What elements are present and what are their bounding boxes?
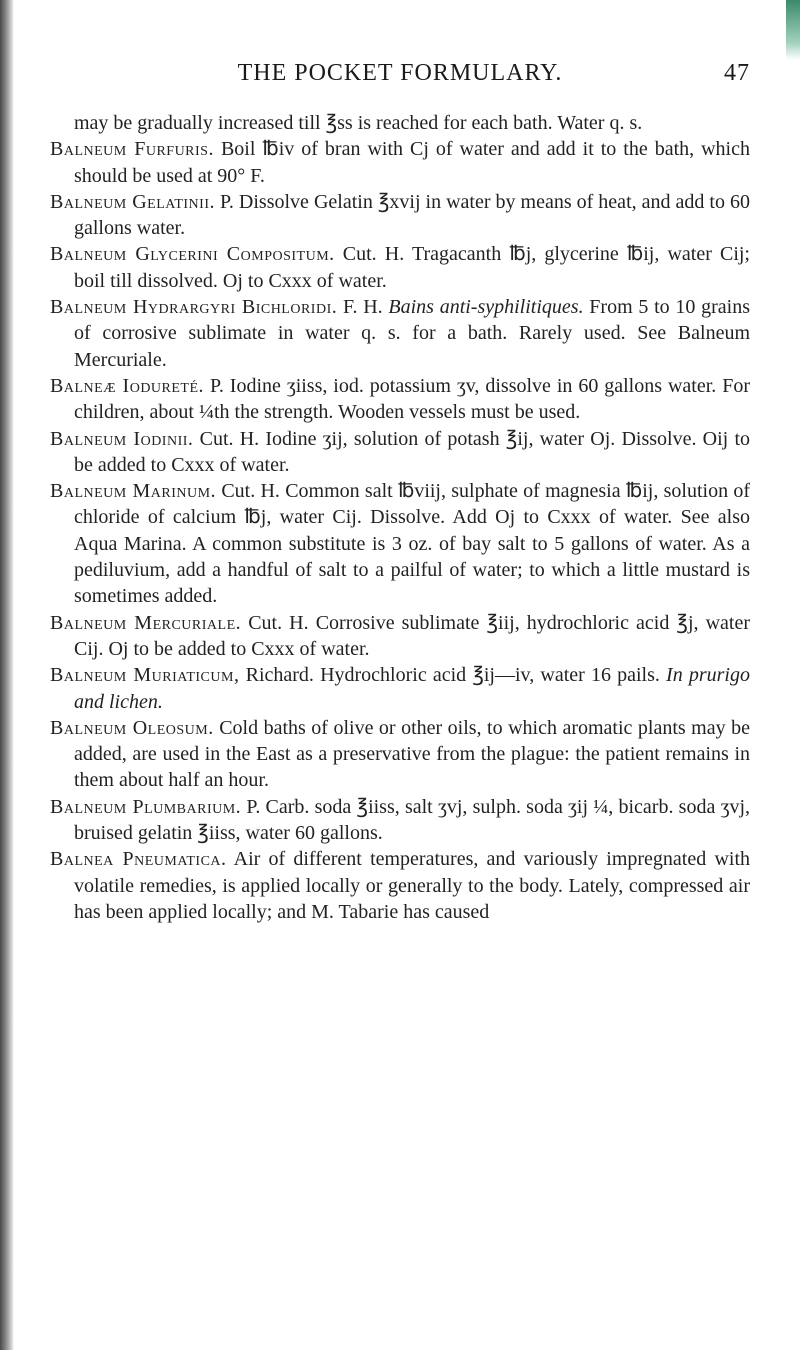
entry-title: Balneum Gelatinii. xyxy=(50,190,215,213)
entry-title: Balneum Oleosum. xyxy=(50,716,214,739)
entry-title: Balneum Mercuriale. xyxy=(50,611,242,634)
formula-entry-continued xyxy=(50,110,750,136)
formula-entry xyxy=(50,294,750,373)
formula-entry xyxy=(50,715,750,794)
entry-text: Cold baths of olive or other oils, to which aromatic plants may be added, are used in the East as a preservative from the plague: the patient remains in them about half an hour. xyxy=(74,716,750,792)
entry-italic-note: Bains anti-syphilitiques. xyxy=(388,296,584,319)
running-title: THE POCKET FORMULARY. xyxy=(237,60,563,86)
entry-title: Balneæ Iodureté. xyxy=(50,374,205,397)
entry-title: Balnea Pneumatica. xyxy=(50,848,227,871)
entry-title: Balneum Marinum. xyxy=(50,480,217,503)
entry-text: F. H. xyxy=(337,296,389,319)
formula-entry xyxy=(50,373,750,426)
page-number: 47 xyxy=(724,60,750,86)
entry-italic-note: In prurigo and lichen. xyxy=(74,664,750,713)
entry-text: Cut. H. Corrosive sublimate ℥iij, hydrochloric acid ℥j, water Cij. Oj to be added to Cxxx of water. xyxy=(74,611,750,660)
page-corner-tab xyxy=(786,0,800,60)
entry-text: Cut. H. Common salt ℔viij, sulphate of magnesia ℔ij, solution of chloride of calcium ℔j, water Cij. Dissolve. Add Oj to Cxxx of water. See also Aqua Marina. A common substitute is 3 oz. of bay salt to 5 gallons of water. As a pediluvium, add a handful of salt to a pailful of water; to which a little mustard is sometimes added. xyxy=(74,480,750,608)
formula-entry xyxy=(50,136,750,189)
formula-entry xyxy=(50,426,750,479)
entry-title: Balneum Iodinii. xyxy=(50,427,194,450)
entry-text: Cut. H. Iodine ʒij, solution of potash ℥ij, water Oj. Dissolve. Oij to be added to Cxxx of water. xyxy=(74,427,750,476)
formula-entry xyxy=(50,846,750,925)
entry-title: Balneum Hydrargyri Bichloridi. xyxy=(50,296,338,319)
formula-entry xyxy=(50,794,750,847)
formula-entry xyxy=(50,478,750,609)
entry-text: Boil ℔iv of bran with Cj of water and add it to the bath, which should be used at 90° F. xyxy=(74,138,750,187)
formula-entry xyxy=(50,241,750,294)
entry-text: Cut. H. Tragacanth ℔j, glycerine ℔ij, water Cij; boil till dissolved. Oj to Cxxx of water. xyxy=(74,243,750,292)
entry-title: Balneum Furfuris. xyxy=(50,138,214,161)
entry-text: Air of different temperatures, and variously impregnated with volatile remedies, is applied locally or generally to the body. Lately, compressed air has been applied locally; and M. Tabarie has caused xyxy=(74,848,750,923)
entry-text: P. Dissolve Gelatin ℥xvij in water by means of heat, and add to 60 gallons water. xyxy=(74,190,750,240)
formula-entry xyxy=(50,610,750,663)
entry-text: may be gradually increased till ℥ss is reached for each bath. Water q. s. xyxy=(74,112,643,134)
entry-text: P. Carb. soda ℥iiss, salt ʒvj, sulph. soda ʒij ¼, bicarb. soda ʒvj, bruised gelatin ℥iiss, water 60 gallons. xyxy=(74,795,750,845)
formula-entry xyxy=(50,662,750,715)
binding-gutter xyxy=(0,0,14,1350)
entry-text: P. Iodine ʒiiss, iod. potassium ʒv, dissolve in 60 gallons water. For children, about ¼th the strength. Wooden vessels must be used. xyxy=(74,374,750,424)
entry-title: Balneum Plumbarium. xyxy=(50,795,242,818)
running-header xyxy=(50,60,750,100)
entry-text-tail: From 5 to 10 grains of corrosive sublimate in water q. s. for a bath. Rarely used. See Balneum Mercuriale. xyxy=(74,296,751,371)
formulary-body xyxy=(50,110,750,925)
entry-title: Balneum Muriaticum, xyxy=(50,664,240,687)
formula-entry xyxy=(50,189,750,242)
entry-title: Balneum Glycerini Compositum. xyxy=(50,243,335,266)
entry-text: Richard. Hydrochloric acid ℥ij—iv, water 16 pails. xyxy=(239,664,667,687)
